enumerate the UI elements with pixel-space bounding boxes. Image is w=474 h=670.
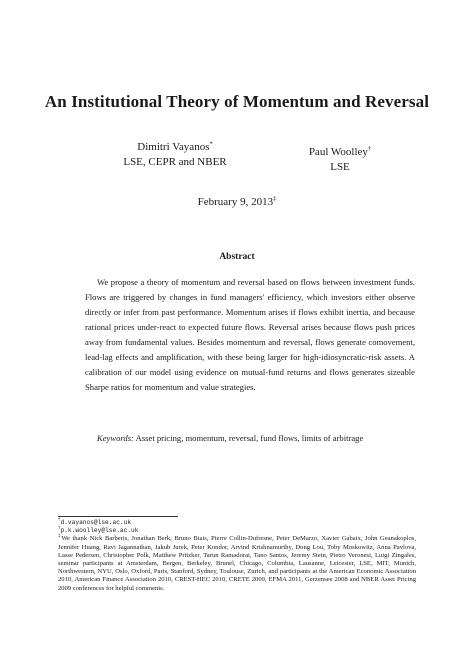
author-email-link[interactable]: d.vayanos@lse.ac.uk [60, 519, 132, 526]
abstract-heading: Abstract [219, 252, 255, 262]
keywords-label: Keywords: [97, 433, 134, 443]
footnote-mark: ‡ [58, 534, 62, 540]
footnote-rule [58, 516, 178, 517]
footnote-mark: * [58, 517, 61, 523]
acknowledgements-text: We thank Nick Barberis, Jonathan Berk, Bruno Biais, Pierre Collin-Dufresne, Peter DeMarzo, Xavier Gabaix, John Geanakoplos, Jennifer Huang, Ravi Jagannathan, Jakub Jurek, Peter Kondor, Arvind Krishnamurthy, Dong Lou, Toby Moskowitz, Anna Pavlova, Lasse Pedersen, Christopher Polk, Matthew Pritzker, Tarun Ramadorai, Tano Santos, Jeremy Stein, Pietro Veronesi, Luigi Zingales, seminar participants at Amsterdam, Bergen, Berkeley, Brunel, Chicago, Columbia, Lausanne, Leicester, LSE, MIT, Munich, Northwestern, NYU, Oslo, Oxford, Paris, Stanford, Sydney, Toulouse, Zurich, and participants at the American Economic Association 2010, American Finance Association 2010, CREST-HEC 2010, CRETE 2009, EFMA 2011, Gerzensee 2008 and NBER Asset Pricing 2009 conferences for helpful comments. [58, 535, 417, 592]
date-text: February 9, 2013 [197, 196, 274, 208]
footnote-1 [58, 519, 416, 527]
author-email-link[interactable]: p.k.woolley@lse.ac.uk [60, 527, 139, 535]
keywords [97, 432, 415, 444]
paper-date [0, 196, 474, 208]
author-name: Paul Woolley [308, 146, 368, 158]
author-affiliation: LSE, CEPR and NBER [123, 156, 227, 168]
paper-title: An Institutional Theory of Momentum and Reversal [44, 92, 430, 111]
keywords-text: Asset pricing, momentum, reversal, fund flows, limits of arbitrage [135, 433, 364, 443]
author-footnote-mark: † [367, 145, 372, 153]
footnote-3 [58, 535, 416, 592]
author-affiliation: LSE [330, 161, 350, 173]
author-footnote-mark: * [209, 140, 213, 148]
footnote-mark: † [58, 526, 61, 532]
author-name: Dimitri Vayanos [137, 141, 210, 153]
footnotes [58, 519, 416, 593]
abstract [85, 275, 415, 395]
abstract-text: We propose a theory of momentum and reversal based on flows between investment funds. Flows are triggered by changes in fund managers' efficiency, which investors either observe directly or infer from past performance. Momentum arises if flows exhibit inertia, and because rational prices under-react to expected future flows. Reversal arises because flows push prices away from fundamental values. Besides momentum and reversal, flows generate comovement, lead-lag effects and amplification, with these being larger for high-idiosyncratic-risk assets. A calibration of our model using evidence on mutual-fund returns and flows generates sizeable Sharpe ratios for momentum and value strategies. [85, 277, 415, 392]
date-footnote-mark: ‡ [273, 195, 277, 203]
author-block-2 [280, 145, 400, 175]
author-block-1 [100, 140, 250, 170]
